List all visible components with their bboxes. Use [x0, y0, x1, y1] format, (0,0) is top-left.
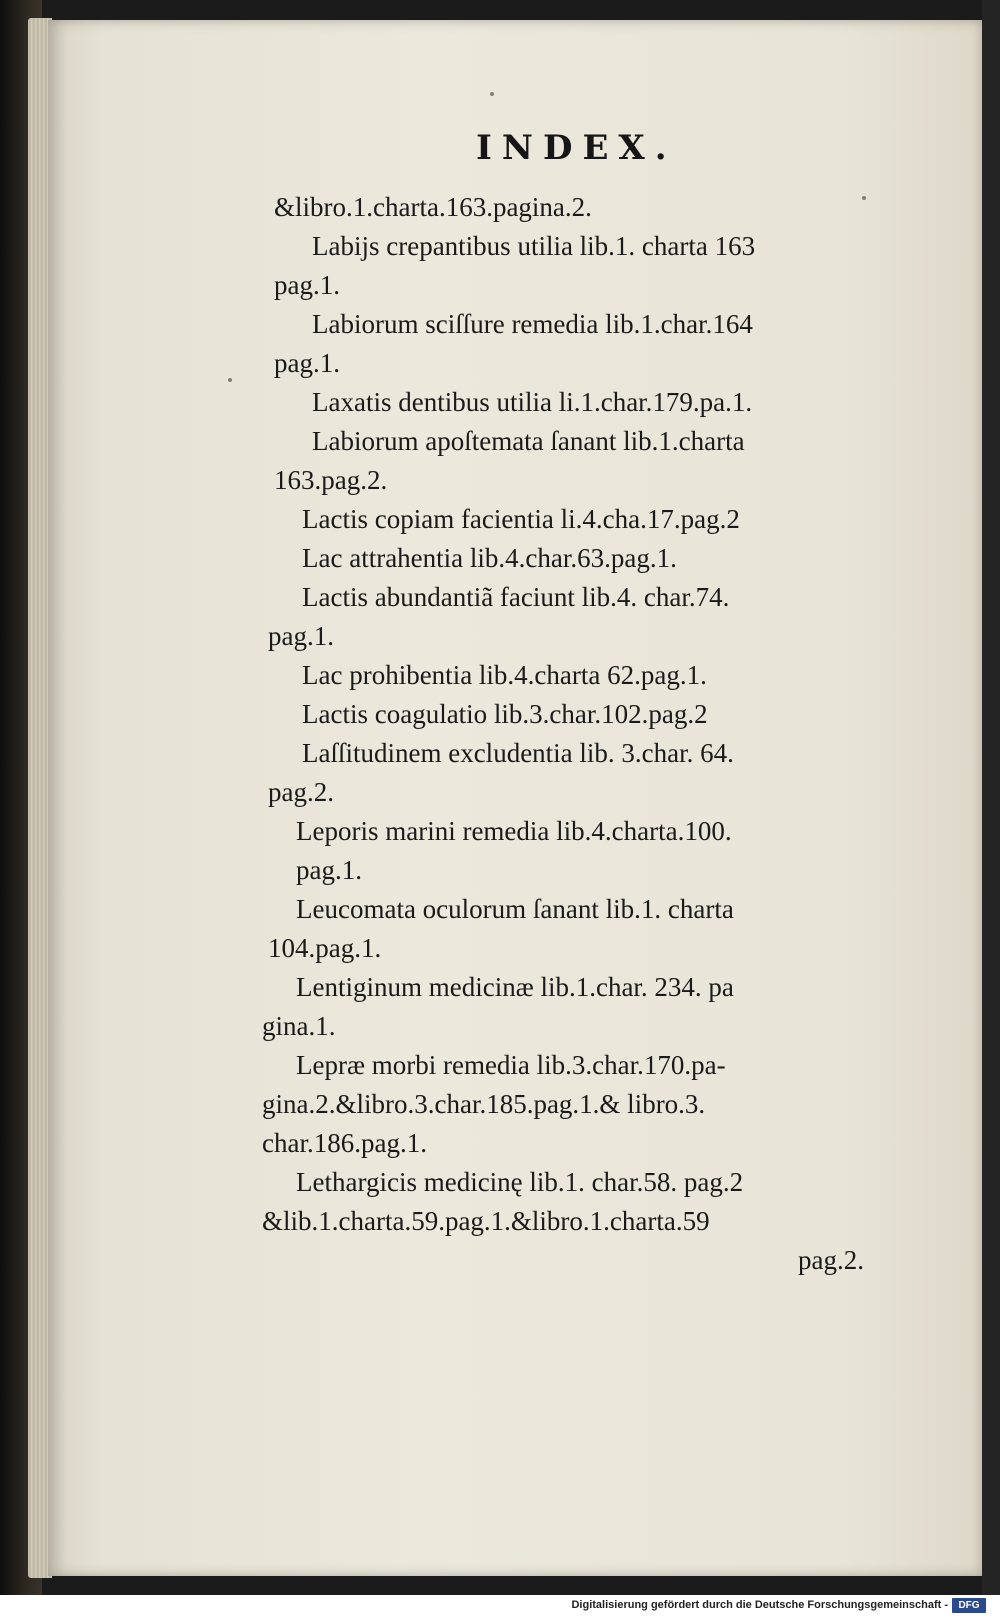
index-line: 104.pag.1. [268, 933, 382, 963]
index-line: gina.1. [262, 1011, 336, 1041]
index-line: Lactis abundantiã faciunt lib.4. char.74. [302, 582, 730, 612]
index-line: Lactis coagulatio lib.3.char.102.pag.2 [302, 699, 708, 729]
index-line: Lactis copiam facientia li.4.cha.17.pag.2 [302, 504, 740, 534]
index-line: Labijs crepantibus utilia lib.1. charta 163 [312, 231, 756, 261]
index-line: Leucomata oculorum ſanant lib.1. charta [296, 894, 734, 924]
index-line: Lac attrahentia lib.4.char.63.pag.1. [302, 543, 677, 573]
index-line: pag.2. [798, 1245, 864, 1275]
funding-credit-text: Digitalisierung gefördert durch die Deutsche Forschungsgemeinschaft - [571, 1599, 948, 1611]
index-line: Labiorum apoſtemata ſanant lib.1.charta [312, 426, 745, 456]
index-line: Laſſitudinem excludentia lib. 3.char. 64. [302, 738, 734, 768]
index-line: pag.1. [274, 270, 340, 300]
index-line: pag.1. [296, 855, 362, 885]
page-header-title: INDEX. [476, 128, 677, 168]
index-line: pag.1. [268, 621, 334, 651]
index-line: Laxatis dentibus utilia li.1.char.179.pa.1. [312, 387, 753, 417]
index-line: Lentiginum medicinæ lib.1.char. 234. pa [296, 972, 734, 1002]
index-line: 163.pag.2. [274, 465, 388, 495]
index-line: Lethargicis medicinę lib.1. char.58. pag.2 [296, 1167, 744, 1197]
right-margin-shadow [982, 0, 1000, 1595]
index-line: &libro.1.charta.163.pagina.2. [274, 192, 592, 222]
index-line: Leporis marini remedia lib.4.charta.100. [296, 816, 732, 846]
index-line: char.186.pag.1. [262, 1128, 427, 1158]
ink-speck [228, 378, 232, 382]
index-line: Lepræ morbi remedia lib.3.char.170.pa- [296, 1050, 726, 1080]
index-line: &lib.1.charta.59.pag.1.&libro.1.charta.59 [262, 1206, 710, 1236]
index-line: Lac prohibentia lib.4.charta 62.pag.1. [302, 660, 707, 690]
index-text-body [262, 188, 912, 1280]
index-line: Labiorum sciſſure remedia lib.1.char.164 [312, 309, 753, 339]
index-line: pag.1. [274, 348, 340, 378]
dfg-logo: DFG [952, 1598, 986, 1613]
index-line: gina.2.&libro.3.char.185.pag.1.& libro.3. [262, 1089, 706, 1119]
ink-speck [490, 92, 494, 96]
digitization-footer [0, 1595, 1000, 1619]
index-line: pag.2. [268, 777, 334, 807]
